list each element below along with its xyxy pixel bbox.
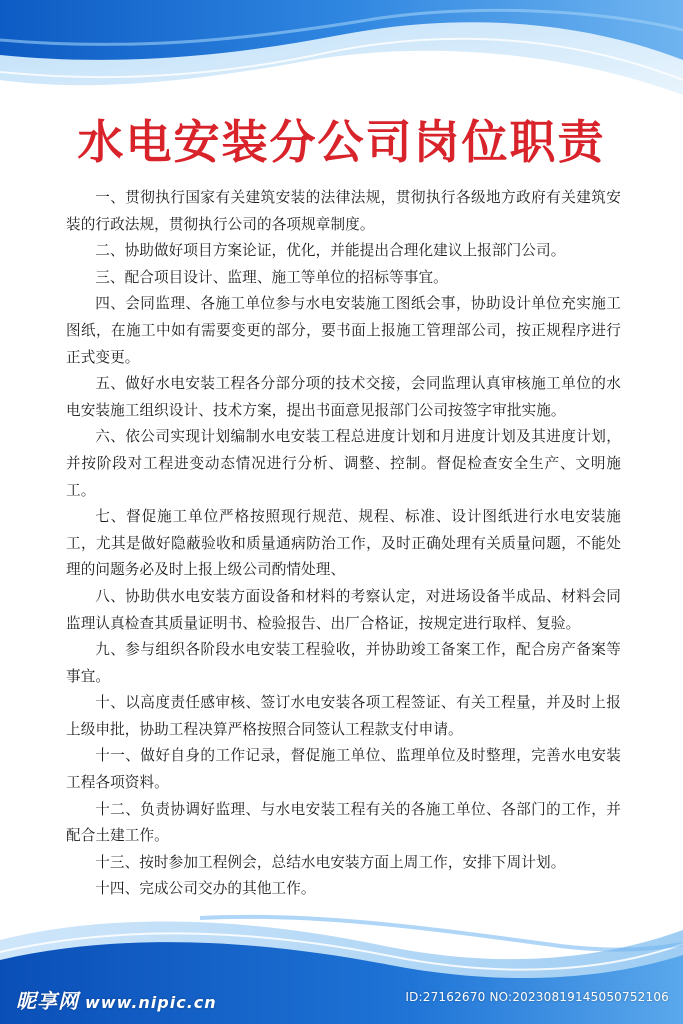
poster-title: 水电安装分公司岗位职责 xyxy=(77,115,606,169)
watermark-url: www.nipic.cn xyxy=(85,993,217,1012)
duty-item: 五、做好水电安装工程各分部分项的技术交接，会同监理认真审核施工单位的水电安装施工组织设计、技术方案，提出书面意见报部门公司按签字审批实施。 xyxy=(66,375,621,419)
watermark-id: ID:27162670 NO:20230819145050752106 xyxy=(405,990,669,1004)
duty-item: 九、参与组织各阶段水电安装工程验收，并协助竣工备案工作，配合房产备案等事宜。 xyxy=(66,641,621,685)
duty-item: 一、贯彻执行国家有关建筑安装的法律法规，贯彻执行各级地方政府有关建筑安装的行政法规，贯彻执行公司的各项规章制度。 xyxy=(66,189,621,233)
watermark-logo-text: 昵享网 xyxy=(16,989,79,1013)
duty-item: 十二、负责协调好监理、与水电安装工程有关的各施工单位、各部门的工作，并配合土建工作。 xyxy=(66,800,621,845)
duty-item: 四、会同监理、各施工单位参与水电安装施工图纸会事，协助设计单位充实施工图纸，在施工中如有需要变更的部分，要书面上报施工管理部公司，按正规程序进行正式变更。 xyxy=(66,295,621,366)
duty-item: 十一、做好自身的工作记录，督促施工单位、监理单位及时整理，完善水电安装工程各项资料。 xyxy=(66,747,621,792)
duty-item: 三、配合项目设计、监理、施工等单位的招标等事宜。 xyxy=(95,268,448,286)
duty-item: 六、依公司实现计划编制水电安装工程总进度计划和月进度计划及其进度计划，并按阶段对工程进变动态情况进行分析、调整、控制。督促检查安全生产、文明施工。 xyxy=(66,428,621,499)
duty-item: 二、协助做好项目方案论证，优化，并能提出合理化建议上报部门公司。 xyxy=(95,242,566,260)
duty-item: 十三、按时参加工程例会，总结水电安装方面上周工作，安排下周计划。 xyxy=(95,853,566,871)
duty-item: 十、以高度责任感审核、签订水电安装各项工程签证、有关工程量，并及时上报上级申批，协助工程决算严格按照合同签认工程款支付申请。 xyxy=(66,694,621,738)
duty-item: 八、协助供水电安装方面设备和材料的考察认定，对进场设备半成品、材料会同监理认真检查其质量证明书、检验报告、出厂合格证，按规定进行取样、复验。 xyxy=(66,587,621,632)
duty-item: 十四、完成公司交办的其他工作。 xyxy=(95,880,316,898)
duty-list xyxy=(66,185,621,903)
duty-item: 七、督促施工单位严格按照现行规范、规程、标准、设计图纸进行水电安装施工，尤其是做好隐蔽验收和质量通病防治工作，及时正确处理有关质量问题，不能处理的问题务必及时上报上级公司酌情处理、 xyxy=(66,508,621,579)
watermark-logo xyxy=(16,985,217,1014)
